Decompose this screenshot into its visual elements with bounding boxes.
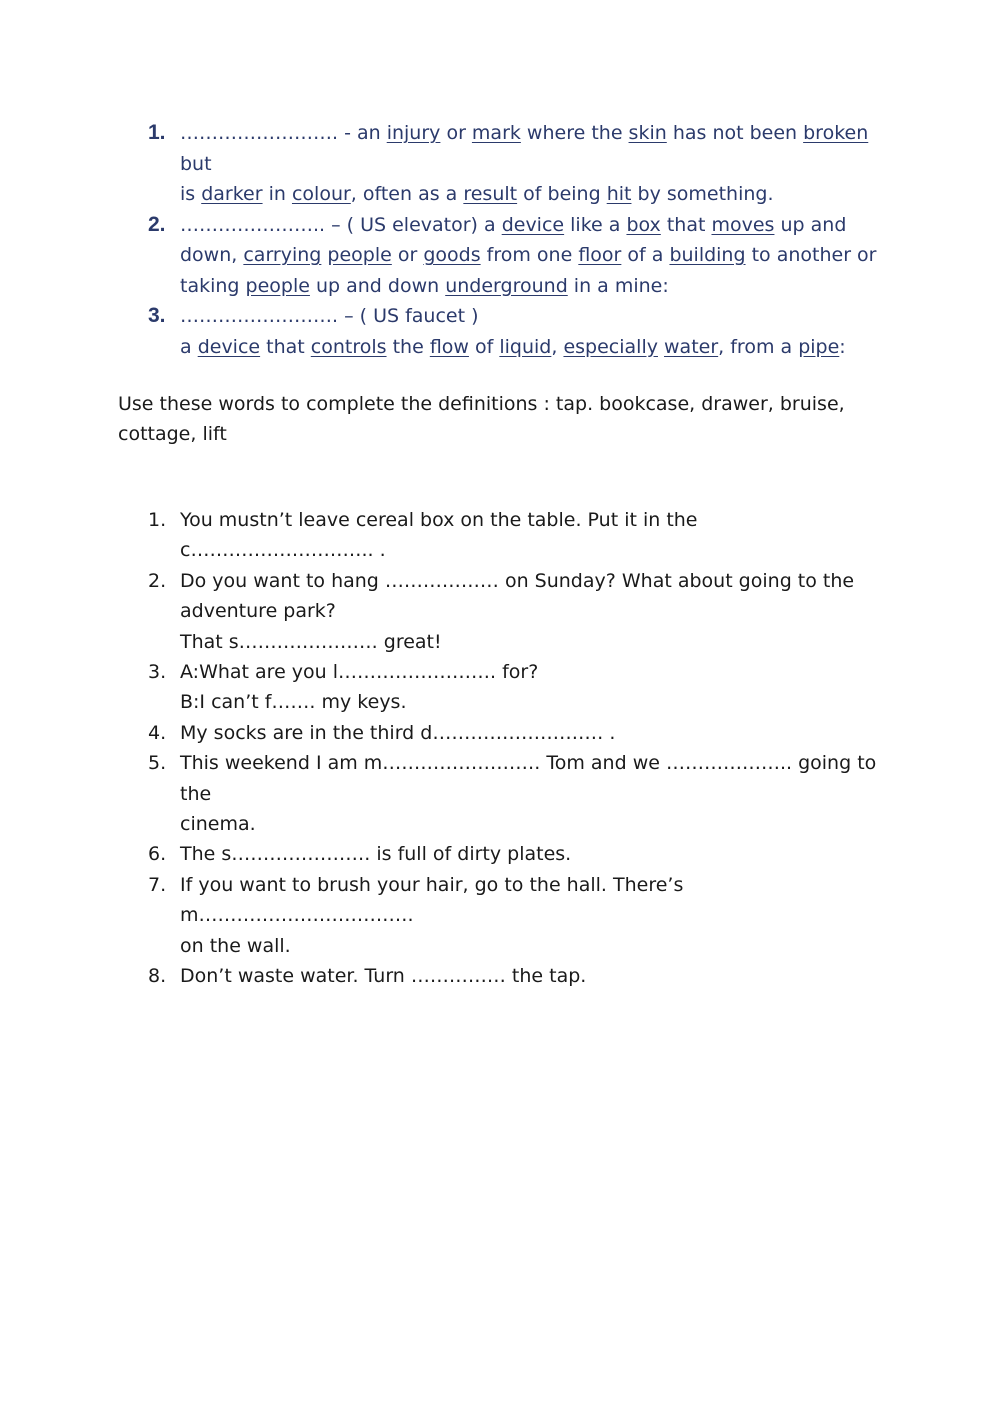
definition-number: 2. [148,212,166,236]
underlined-word: box [626,213,661,236]
underlined-word: liquid [499,335,552,358]
underlined-word: goods [423,244,481,266]
exercise-number: 4. [148,721,167,744]
definition-line [180,210,878,241]
definition-text: or [391,244,424,266]
definition-line [180,301,878,332]
definition-text: in [262,183,292,205]
underlined-word: pipe [798,335,840,358]
underlined-word: darker [201,183,263,205]
underlined-word: result [463,183,518,205]
exercise-line: cinema. [180,813,256,836]
definition-number: 3. [148,304,166,327]
exercise-item [148,657,888,718]
underlined-word: colour [291,183,351,205]
definition-text: taking [180,274,246,297]
exercise-line: A:What are you l……………………. for? [180,661,539,684]
definition-line [180,332,878,363]
underlined-word: building [669,244,746,266]
definition-text: where the [520,122,629,144]
definition-item [148,301,878,362]
definition-text: , often as a [350,183,464,205]
exercise-number: 6. [148,843,167,866]
definition-text: ……………………. – ( US faucet ) [180,305,479,327]
definition-text: up and down [309,274,446,297]
underlined-word: broken [803,122,869,144]
instructions [118,389,858,449]
definition-text: from one [480,244,579,266]
underlined-word: controls [310,335,387,358]
definition-text: , [551,335,564,358]
exercise-line: If you want to brush your hair, go to the hall. There’s m……………………………. [180,873,684,927]
definitions-list [148,118,878,362]
definition-text: down, [180,244,244,266]
exercise-number: 1. [148,509,167,531]
exercise-number: 5. [148,752,167,775]
exercise-number: 7. [148,873,167,896]
definition-text: that [660,213,712,236]
definition-text: of a [621,244,670,266]
definition-text: but [180,152,212,175]
definition-text: or [440,122,472,144]
exercise-line: This weekend I am m……………………. Tom and we ……………….. going to the [180,752,877,805]
underlined-word: floor [578,244,622,266]
definition-text: ……………………. - an [180,122,387,144]
exercise-line: Do you want to hang ……………… on Sunday? What about going to the [180,569,855,592]
exercise-item [148,870,888,961]
underlined-word: people [327,244,392,266]
underlined-word: carrying [243,244,322,266]
definition-text: in a mine: [567,274,669,297]
definition-text: to another or [745,244,877,266]
underlined-word: skin [628,122,667,144]
underlined-word: underground [445,274,568,297]
exercise-line: My socks are in the third d……………………… . [180,721,616,744]
exercise-item [148,961,888,991]
exercise-line: on the wall. [180,934,291,957]
exercise-list [148,505,888,992]
underlined-word: people [245,274,310,297]
definition-line [180,240,878,271]
definition-line [180,179,878,210]
definition-text: of [468,335,500,358]
underlined-word: mark [471,122,521,144]
exercise-line: The s…………………. is full of dirty plates. [180,843,572,866]
definition-text: a [180,335,198,358]
underlined-word: especially [563,335,658,358]
underlined-word: device [197,335,261,358]
definition-text: ………………….. – ( US elevator) a [180,213,502,236]
exercise-line: Don’t waste water. Turn …………… the tap. [180,965,587,988]
definition-text: by something. [631,183,774,205]
definition-text: has not been [666,122,804,144]
exercise-line: That s…………………. great! [180,630,442,653]
definition-item [148,118,878,210]
underlined-word: injury [386,122,441,144]
underlined-word: flow [429,335,469,358]
definition-text: is [180,183,202,205]
exercise-item [148,718,888,748]
definition-text: , from a [718,335,799,358]
definition-item [148,210,878,302]
underlined-word: device [501,213,565,236]
definition-text: : [839,335,846,358]
underlined-word: moves [711,213,775,236]
exercise-item [148,839,888,869]
underlined-word: water [664,335,719,358]
exercise-number: 2. [148,569,167,592]
instructions-line: cottage, lift [118,423,227,445]
exercise-item [148,566,888,657]
exercise-line: You mustn’t leave cereal box on the table. Put it in the c……………………….. . [180,509,698,562]
exercise-line: B:I can’t f……. my keys. [180,691,407,714]
exercise-number: 8. [148,965,167,988]
definition-text: like a [564,213,627,236]
definition-text: of being [517,183,607,205]
definition-text: up and [774,213,847,236]
definition-number: 1. [148,121,166,144]
definition-text: the [386,335,430,358]
definition-line [180,118,878,179]
underlined-word: hit [606,183,632,205]
instructions-line: Use these words to complete the definitions : tap. bookcase, drawer, bruise, [118,393,845,415]
exercise-line: adventure park? [180,600,336,623]
definition-line [180,271,878,302]
definition-text: that [260,335,311,358]
exercise-item [148,748,888,839]
exercise-item [148,505,888,566]
exercise-number: 3. [148,661,167,684]
